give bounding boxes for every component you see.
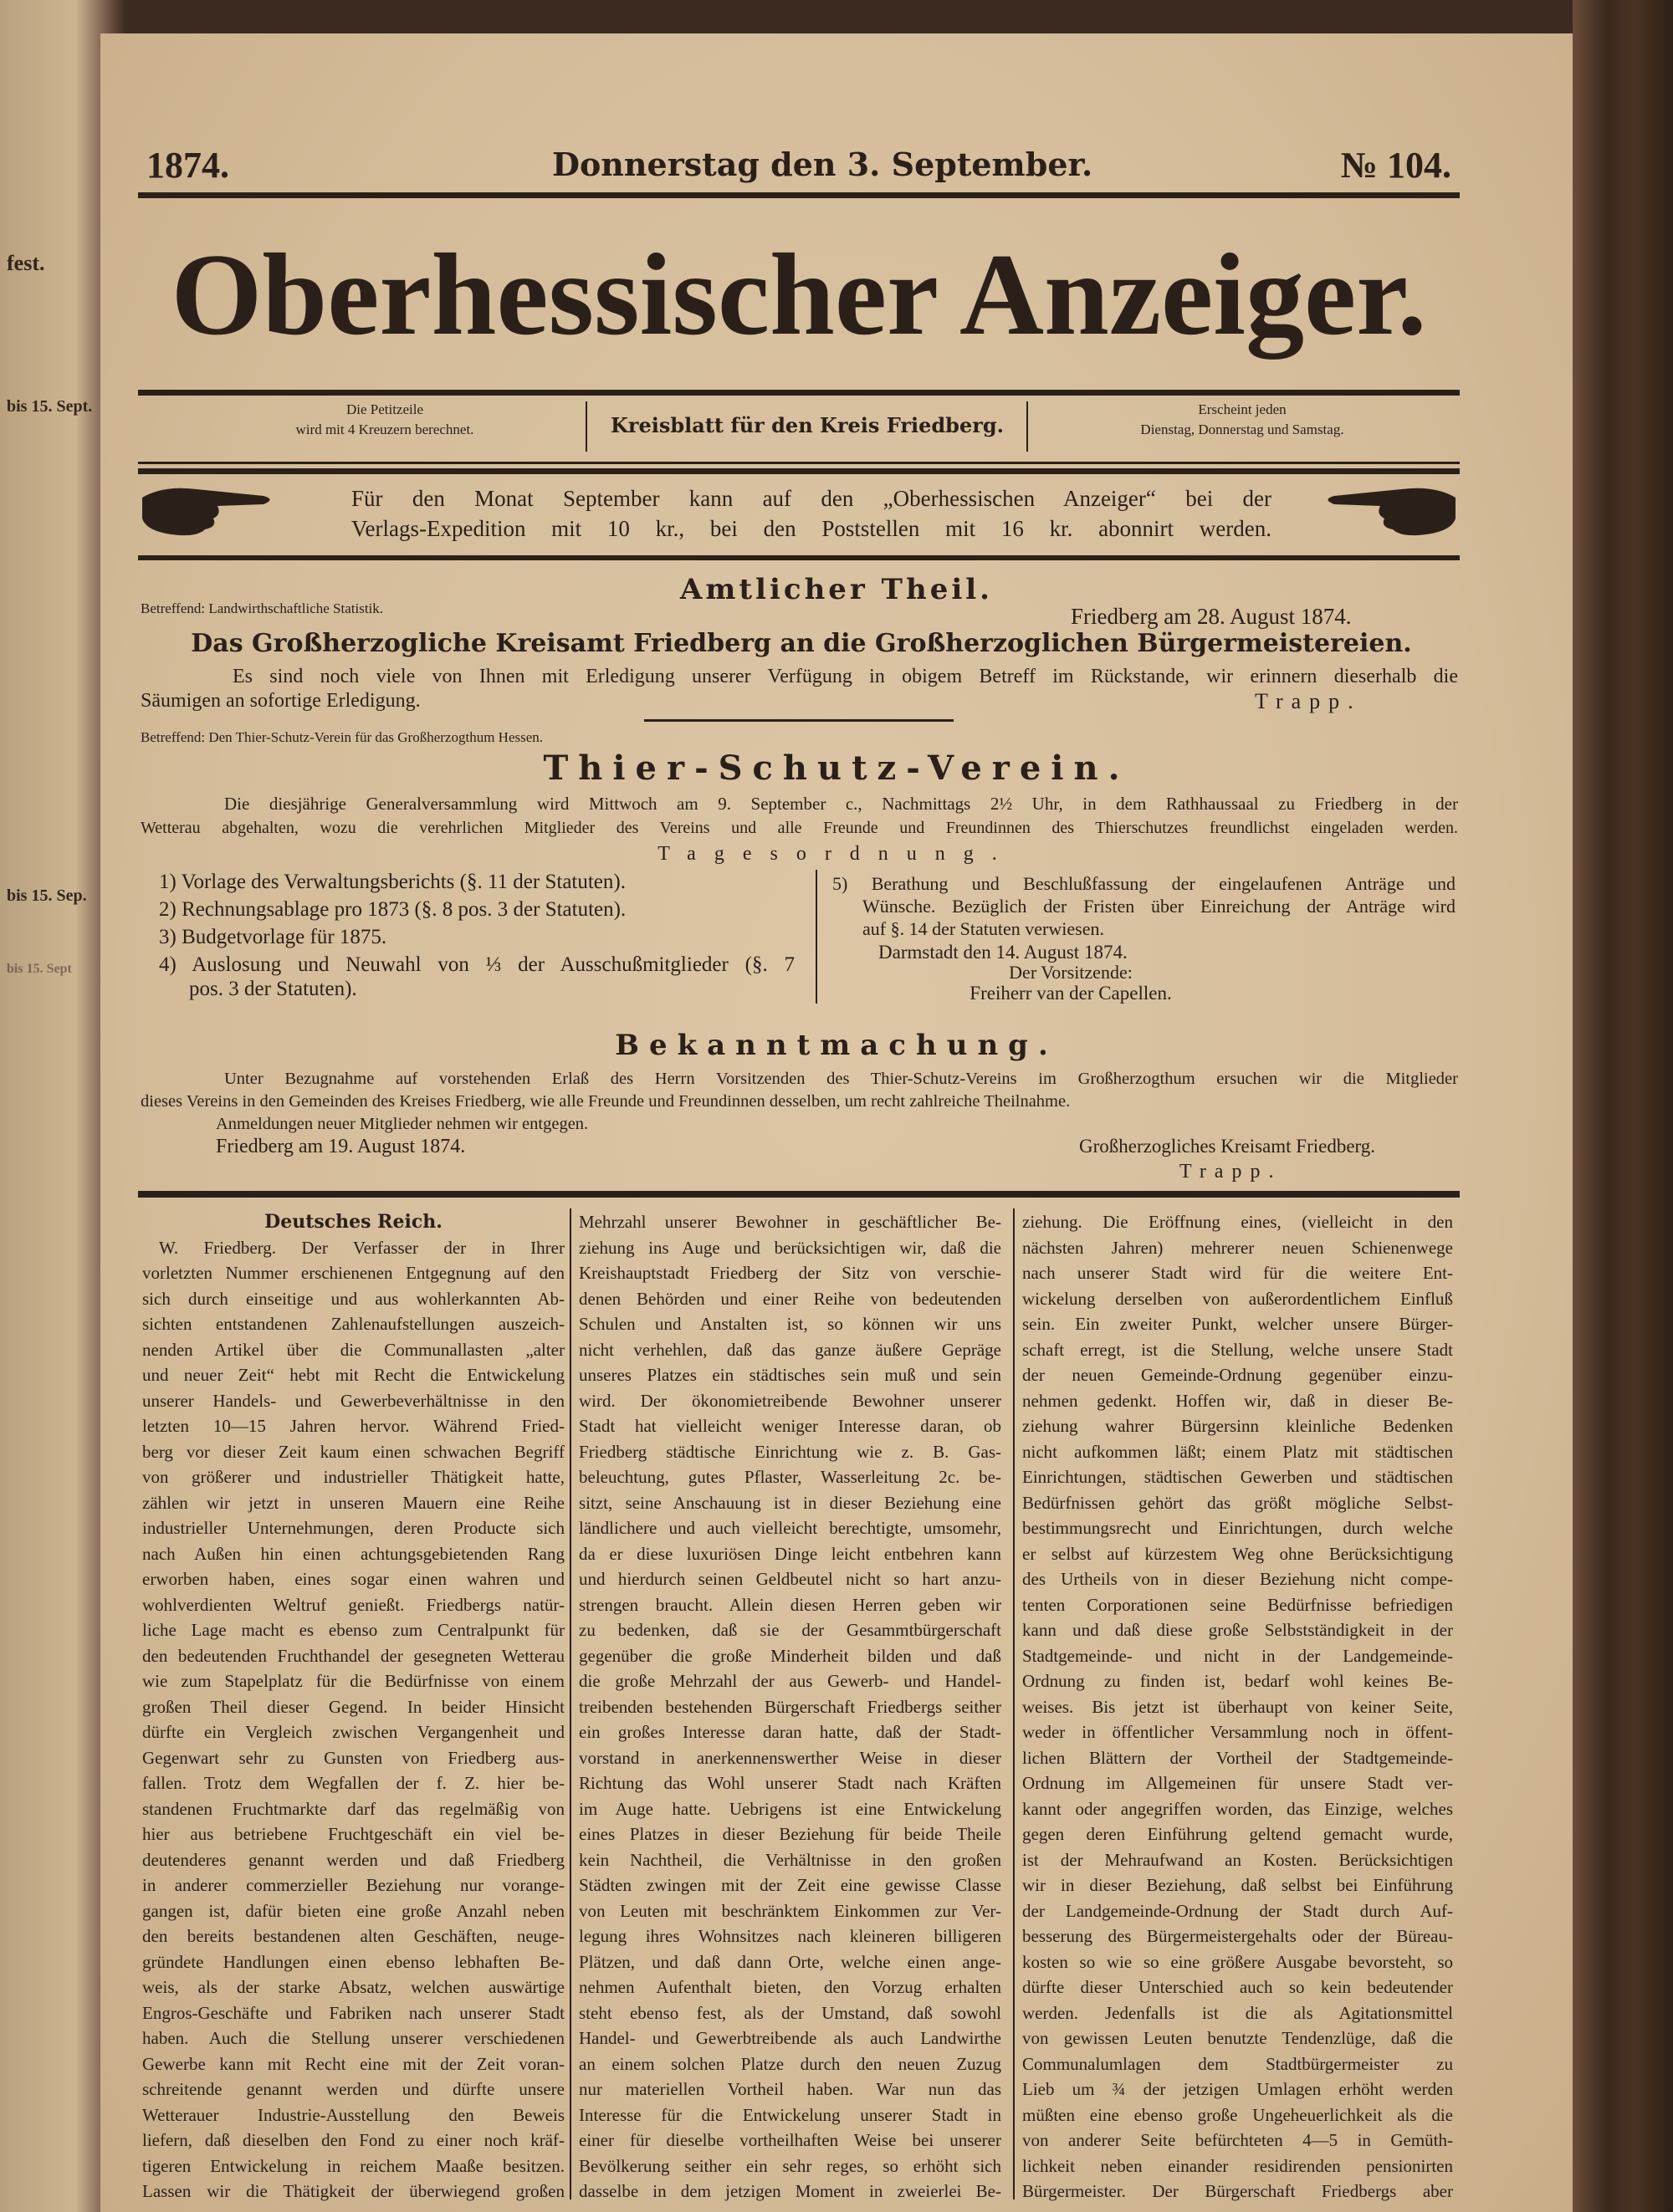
body-line: Wetterau abgehalten, wozu die verehrlichen Mitglieder des Vereins und alle Freunde und Freundinnen des Thierschutzes freundlichst eingeladen werden. — [141, 819, 1458, 837]
issuing-office: Großherzogliches Kreisamt Friedberg. — [1079, 1136, 1376, 1157]
fragment: bis 15. Sept. — [7, 397, 93, 416]
article-line: kann und daß diese große Selbstständigkeit in der — [1022, 1620, 1453, 1640]
newspaper-title: Oberhessischer Anzeiger. — [171, 230, 1427, 360]
article-line: legung ihres Wohnsitzes nach kleineren billigeren — [579, 1926, 1001, 1946]
article-line: strengen braucht. Allein diesen Herren geben wir — [579, 1594, 1001, 1615]
article-line: eines Platzes in dieser Beziehung für beide Theile — [579, 1824, 1001, 1844]
article-column — [1022, 1209, 1453, 2204]
article-line: Ordnung im Allgemeinen für unsere Stadt ver- — [1022, 1773, 1453, 1793]
article-line: und hierdurch seinen Geldbeutel nicht so hart anzu- — [579, 1569, 1001, 1589]
agenda-item: 3) Budgetvorlage für 1875. — [159, 926, 387, 948]
article-line: Gewerbe kann mit Recht eine mit der Zeit voran- — [142, 2053, 565, 2074]
article-line: tigeren Entwickelung in reichem Maaße besitzen. — [142, 2155, 565, 2176]
signer: Freiherr van der Capellen. — [970, 983, 1172, 1004]
divider — [138, 1191, 1460, 1198]
article-line: steht ebenso fest, als der Umstand, daß sowohl — [579, 2002, 1001, 2023]
article-line: gangen ist, dafür bieten eine große Anzahl neben — [142, 1900, 565, 1921]
article-line: kein Nachtheil, die Verhältnisse in den großen — [579, 1849, 1001, 1870]
article-line: lichen Blättern der Vortheil der Stadtgemeinde- — [1022, 1747, 1453, 1768]
article-line: nicht aufkommen läßt; einem Platz mit städtischen — [1022, 1441, 1453, 1462]
article-line: W. Friedberg. Der Verfasser der in Ihrer — [159, 1237, 565, 1258]
article-line: Richtung das Wohl unserer Stadt nach Kräften — [579, 1773, 1001, 1793]
article-line: standenen Fruchtmarkte darf das regelmäßig von — [142, 1798, 565, 1819]
article-line: Kreishauptstadt Friedberg der Sitz von verschie- — [579, 1263, 1001, 1283]
pointing-hand-icon — [138, 481, 280, 539]
article-line: lichkeit neben einander residirenden pensionirten — [1022, 2155, 1453, 2176]
article-line: kosten so wie so eine größere Ausgabe bevorsteht, so — [1022, 1951, 1453, 1972]
article-line: dürfte dieser Unterschied auch so kein bedeutender — [1022, 1977, 1453, 1997]
divider — [1026, 401, 1028, 452]
article-line: Handel- und Gewerbtreibende als auch Landwirthe — [579, 2028, 1001, 2048]
article-line: Einrichtungen, städtischen Gewerben und städtischen — [1022, 1467, 1453, 1487]
divider — [138, 462, 1460, 464]
article-line: nenden Artikel über die Communallasten „alter — [142, 1339, 565, 1360]
article-line: nicht verhehlen, daß das ganze äußere Gepräge — [579, 1339, 1001, 1360]
article-line: von Leuten mit beschränktem Einkommen zur Ver- — [579, 1900, 1001, 1921]
article-line: hier aus betriebene Fruchtgeschäft ein viel be- — [142, 1824, 565, 1844]
article-line: ziehung wahrer Bürgersinn kleinliche Bedenken — [1022, 1416, 1453, 1436]
article-line: ist der Mehraufwand an Kosten. Berücksichtigen — [1022, 1849, 1453, 1870]
article-line: wohlverdienten Weltruf genießt. Friedbergs natür- — [142, 1594, 565, 1615]
body-line: Es sind noch viele von Ihnen mit Erledigung unserer Verfügung in obigem Betreff im Rückstande, wir erinnern dieserhalb die — [233, 666, 1458, 687]
body-line: Unter Bezugnahme auf vorstehenden Erlaß des Herrn Vorsitzenden des Thier-Schutz-Vereins im Großherzogthum ersuchen wir die Mitglieder — [224, 1070, 1458, 1088]
article-line: fallen. Trotz dem Wegfallen der f. Z. hier be- — [142, 1773, 565, 1793]
article-line: nur materiellen Vortheil haben. War nun das — [579, 2079, 1001, 2099]
article-line: müßten eine ebenso große Ungeheuerlichkeit als die — [1022, 2104, 1453, 2125]
publication-schedule — [1033, 400, 1451, 440]
notice-place-date: Friedberg am 19. August 1874. — [216, 1136, 466, 1157]
notice-place-date: Friedberg am 28. August 1874. — [1071, 604, 1352, 629]
agenda-heading: Tagesordnung. — [657, 843, 1016, 865]
article-line: den bereits bestandenen alten Geschäften, neuge- — [142, 1926, 565, 1946]
divider — [138, 192, 1460, 198]
article-line: den bedeutenden Fruchthandel der gesegneten Wetterau — [142, 1645, 565, 1666]
article-line: berg vor dieser Zeit kaum einen schwachen Begriff — [142, 1441, 565, 1462]
article-line: Schulen und Anstalten ist, so können wir uns — [579, 1314, 1001, 1334]
issue-number: № 104. — [1340, 145, 1451, 186]
fragment: bis 15. Sep. — [7, 886, 87, 905]
body-line: Die diesjährige Generalversammlung wird Mittwoch am 9. September c., Nachmittags 2½ Uhr, in dem Rathhaussaal zu Friedberg in der — [224, 794, 1458, 814]
article-line: Friedberg städtische Einrichtung wie z. B. Gas- — [579, 1441, 1001, 1462]
section-heading: Amtlicher Theil. — [679, 573, 994, 606]
agenda-item: Wünsche. Bezüglich der Fristen über Einreichung der Anträge wird — [862, 896, 1456, 917]
article-line: sitzt, seine Anschauung ist in dieser Beziehung eine — [579, 1492, 1001, 1513]
issue-year: 1874. — [146, 145, 229, 186]
article-line: nehmen gedenkt. Hoffen wir, daß in dieser Be- — [1022, 1390, 1453, 1411]
article-line: Wetterauer Industrie-Ausstellung den Beweis — [142, 2104, 565, 2125]
article-line: Städten zwingen mit der Zeit eine gewisse Classe — [579, 1875, 1001, 1895]
article-column — [579, 1209, 1001, 2204]
article-line: schreitende genannt werden und dürfte unsere — [142, 2079, 565, 2099]
article-line: Mehrzahl unserer Bewohner in geschäftlicher Be- — [579, 1212, 1001, 1232]
article-line: besserung des Bürgermeistergehalts oder der Büreau- — [1022, 1926, 1453, 1946]
article-line: ländlichere und auch vielleicht berechtigte, umsomehr, — [579, 1518, 1001, 1538]
agenda-item: auf §. 14 der Statuten verwiesen. — [862, 918, 1104, 939]
article-line: unseres Platzes ein städtisches sein muß und sein — [579, 1365, 1001, 1385]
article-line: zu bedenken, daß sie der Gesammtbürgerschaft — [579, 1620, 1001, 1640]
article-line: deutenderes genannt werden und daß Friedberg — [142, 1849, 565, 1870]
article-line: da er diese luxuriösen Dinge leicht entbehren kann — [579, 1543, 1001, 1564]
article-line: schaft erregt, ist die Stellung, welche unsere Stadt — [1022, 1339, 1453, 1360]
article-line: ziehung. Die Eröffnung eines, (vielleicht in den — [1022, 1212, 1453, 1232]
notice-title: Das Großherzogliche Kreisamt Friedberg an die Großherzoglichen Bürgermeistereien. — [191, 629, 1412, 658]
article-line: nach unserer Stadt wird für die weitere Ent- — [1022, 1263, 1453, 1283]
notice-subject: Betreffend: Landwirthschaftliche Statistik. — [141, 600, 384, 616]
divider — [138, 555, 1460, 560]
article-line: Stadtgemeinde- und nicht in der Landgemeinde- — [1022, 1645, 1453, 1666]
article-line: von gewissen Leuten benutzte Tendenzlüge, daß die — [1022, 2028, 1453, 2048]
signature: Trapp. — [1255, 689, 1362, 713]
article-line: beleuchtung, gutes Pflaster, Wasserleitung 2c. be- — [579, 1467, 1001, 1487]
article-line: werden. Jedenfalls ist die als Agitationsmittel — [1022, 2002, 1453, 2023]
pointing-hand-icon — [1317, 481, 1460, 539]
schedule-line: Erscheint jeden — [1198, 401, 1287, 417]
article-line: er selbst auf kürzestem Weg ohne Berücksichtigung — [1022, 1543, 1453, 1564]
article-line: erworben haben, eines sogar einen wahren und — [142, 1569, 565, 1589]
article-line: Stadt hat vielleicht weniger Interesse daran, ob — [579, 1416, 1001, 1436]
book-spine — [1573, 0, 1673, 2212]
agenda-left — [159, 868, 795, 1000]
article-line: Engros-Geschäfte und Fabriken nach unserer Stadt — [142, 2002, 565, 2023]
price-note — [184, 400, 586, 440]
notice-line: Verlags-Expedition mit 10 kr., bei den Poststellen mit 16 kr. abonnirt werden. — [351, 516, 1271, 541]
article-line: Lassen wir die Thätigkeit der überwiegend großen — [142, 2181, 565, 2201]
article-line: sein. Ein zweiter Punkt, welcher unsere Bürger- — [1022, 1314, 1453, 1334]
fragment: fest. — [7, 251, 45, 275]
article-line: tenten Corporationen seine Bedürfnisse befriedigen — [1022, 1594, 1453, 1615]
article-line: ziehung ins Auge und berücksichtigen wir, daß die — [579, 1237, 1001, 1258]
divider — [586, 401, 587, 452]
article-line: wickelung derselben von außerordentlichem Einfluß — [1022, 1288, 1453, 1309]
article-line: liche Lage macht es ebenso zum Centralpunkt für — [142, 1620, 565, 1640]
price-note-line: Die Petitzeile — [345, 401, 424, 417]
article-line: wird. Der ökonomietreibende Bewohner unserer — [579, 1390, 1001, 1411]
column-divider — [816, 870, 817, 1004]
article-line: Gegenwart sehr zu Gunsten von Friedberg aus- — [142, 1747, 565, 1768]
notice-subject: Betreffend: Den Thier-Schutz-Verein für das Großherzogthum Hessen. — [141, 729, 544, 745]
column-divider — [570, 1208, 571, 2199]
article-line: der neuen Gemeinde-Ordnung gegenüber einzu- — [1022, 1365, 1453, 1385]
schedule-line: Dienstag, Donnerstag und Samstag. — [1140, 421, 1344, 437]
article-line: wir in dieser Beziehung, daß selbst bei Einführung — [1022, 1875, 1453, 1895]
article-line: weises. Bis jetzt ist überhaupt von keiner Seite, — [1022, 1696, 1453, 1717]
article-heading: Deutsches Reich. — [264, 1211, 443, 1233]
article-line: Bedürfnissen gehört das größt mögliche Selbst- — [1022, 1492, 1453, 1513]
subtitle: Kreisblatt für den Kreis Friedberg. — [610, 413, 1005, 437]
article-line: die große Mehrzahl der aus Gewerb- und Handel- — [579, 1671, 1001, 1691]
body-line: Säumigen an sofortige Erledigung. — [141, 690, 421, 712]
article-line: zählen wir jetzt in unseren Mauern eine Reihe — [142, 1492, 565, 1513]
article-column — [142, 1209, 565, 2204]
article-line: nehmen Aufenthalt bieten, den Vorzug erhalten — [579, 1977, 1001, 1997]
article-line: treibenden bestehenden Bürgerschaft Friedbergs seither — [579, 1696, 1001, 1717]
agenda-item: 2) Rechnungsablage pro 1873 (§. 8 pos. 3 der Statuten). — [159, 898, 627, 921]
signature: Trapp. — [1179, 1161, 1282, 1183]
article-line: von größerer und industrieller Thätigkeit hatte, — [142, 1467, 565, 1487]
article-line: nach Außen hin einen achtungsgebietenden Rang — [142, 1543, 565, 1564]
article-line: Bevölkerung seither ein sehr reges, so erhöht sich — [579, 2155, 1001, 2176]
notice-title: Thier-Schutz-Verein. — [543, 748, 1130, 788]
article-line: und neuer Zeit“ hebt mit Recht die Entwickelung — [142, 1365, 565, 1385]
article-line: gegenüber die große Minderheit bilden und daß — [579, 1645, 1001, 1666]
article-line: industrieller Unternehmungen, deren Producte sich — [142, 1518, 565, 1538]
article-line: wie zum Stapelplatz für die Bedürfnisse von einem — [142, 1671, 565, 1691]
article-line: Interesse für die Entwickelung unserer Stadt in — [579, 2104, 1001, 2125]
notice-place-date: Darmstadt den 14. August 1874. — [878, 942, 1128, 963]
article-line: letzten 10—15 Jahren hervor. Während Fried- — [142, 1416, 565, 1436]
article-line: sichten entstandenen Zahlenaufstellungen auszeich- — [142, 1314, 565, 1334]
column-divider — [1013, 1208, 1015, 2199]
article-line: an einem solchen Platze durch den neuen Zuzug — [579, 2053, 1001, 2074]
agenda-item: pos. 3 der Statuten). — [189, 978, 357, 1000]
article-line: vorstand in anerkennenswerther Weise in dieser — [579, 1747, 1001, 1768]
article-line: liefern, daß dieselben den Fond zu einer noch kräf- — [142, 2130, 565, 2150]
divider — [644, 719, 954, 722]
article-line: Communalumlagen dem Stadtbürgermeister zu — [1022, 2053, 1453, 2074]
article-line: haben. Auch die Stellung unserer verschiedenen — [142, 2028, 565, 2048]
article-line: Ordnung zu finden ist, bedarf wohl keines Be- — [1022, 1671, 1453, 1691]
article-line: der Landgemeinde-Ordnung der Stadt durch Auf- — [1022, 1900, 1453, 1921]
article-line: ein großes Interesse daran hatte, daß der Stadt- — [579, 1722, 1001, 1742]
article-line: des Urtheils von in dieser Beziehung nicht compe- — [1022, 1569, 1453, 1589]
fragment: bis 15. Sept — [7, 962, 72, 976]
article-line: dasselbe in dem jetzigen Moment in zweierlei Be- — [579, 2181, 1001, 2201]
article-line: bestimmungsrecht und Einrichtungen, durch welche — [1022, 1518, 1453, 1538]
article-line: Bürgermeister. Der Bürgerschaft Friedbergs aber — [1022, 2181, 1453, 2201]
article-line: gegen deren Einführung geltend gemacht wurde, — [1022, 1824, 1453, 1844]
notice-line: Für den Monat September kann auf den „Oberhessischen Anzeiger“ bei der — [351, 486, 1271, 511]
notice-body — [141, 792, 1458, 840]
body-line: Anmeldungen neuer Mitglieder nehmen wir entgegen. — [216, 1115, 589, 1133]
article-line: einer für dieselbe vortheilhaften Weise bei unserer — [579, 2130, 1001, 2150]
article-line: nächsten Jahren) mehrerer neuen Schienenwege — [1022, 1237, 1453, 1258]
agenda-item: 5) Berathung und Beschlußfassung der eingelaufenen Anträge und — [832, 873, 1456, 894]
notice-title: Bekanntmachung. — [615, 1029, 1058, 1062]
article-line: gründete Handlungen einen ebenso lebhaften Be- — [142, 1951, 565, 1972]
article-line: vorletzten Nummer erschienenen Entgegnung auf den — [142, 1263, 565, 1283]
article-line: Plätzen, und daß dann Orte, welche einen ange- — [579, 1951, 1001, 1972]
agenda-item: 4) Auslosung und Neuwahl von ⅓ der Ausschußmitglieder (§. 7 — [159, 953, 795, 976]
body-line: dieses Vereins in den Gemeinden des Kreises Friedberg, wie alle Freunde und Freundinnen desselben, um recht zahlreiche Theilnahme. — [141, 1092, 1071, 1111]
article-line: sich durch einseitige und aus wohlerkannten Ab- — [142, 1288, 565, 1309]
price-note-line: wird mit 4 Kreuzern berechnet. — [295, 421, 474, 437]
article-line: weder in öffentlicher Versammlung noch in öffent- — [1022, 1722, 1453, 1742]
article-line: unserer Handels- und Gewerbeverhältnisse in den — [142, 1390, 565, 1411]
article-line: kannt oder angegriffen worden, das Einzige, welches — [1022, 1798, 1453, 1819]
article-line: denen Behörden und einer Reihe von bedeutenden — [579, 1288, 1001, 1309]
agenda-item: 1) Vorlage des Verwaltungsberichts (§. 11 der Statuten). — [159, 871, 626, 893]
article-line: dürfte ein Vergleich zwischen Vergangenheit und — [142, 1722, 565, 1742]
article-line: von anderer Seite befürchteten 4—5 in Gemüth- — [1022, 2130, 1453, 2150]
subscription-notice — [351, 483, 1271, 544]
divider — [138, 468, 1460, 474]
article-line: im Auge hatte. Uebrigens ist eine Entwickelung — [579, 1798, 1001, 1819]
article-line: großen Theil dieser Gegend. In beider Hinsicht — [142, 1696, 565, 1717]
agenda-right — [832, 872, 1456, 940]
signer-title: Der Vorsitzende: — [1009, 962, 1133, 983]
divider — [138, 390, 1460, 396]
article-line: in anderer commerzieller Beziehung nur vorange- — [142, 1875, 565, 1895]
article-line: Lieb um ¾ der jetzigen Umlagen erhöht werden — [1022, 2079, 1453, 2099]
article-line: weis, als der starke Absatz, welchen auswärtige — [142, 1977, 565, 1997]
issue-date: Donnerstag den 3. September. — [552, 146, 1093, 183]
